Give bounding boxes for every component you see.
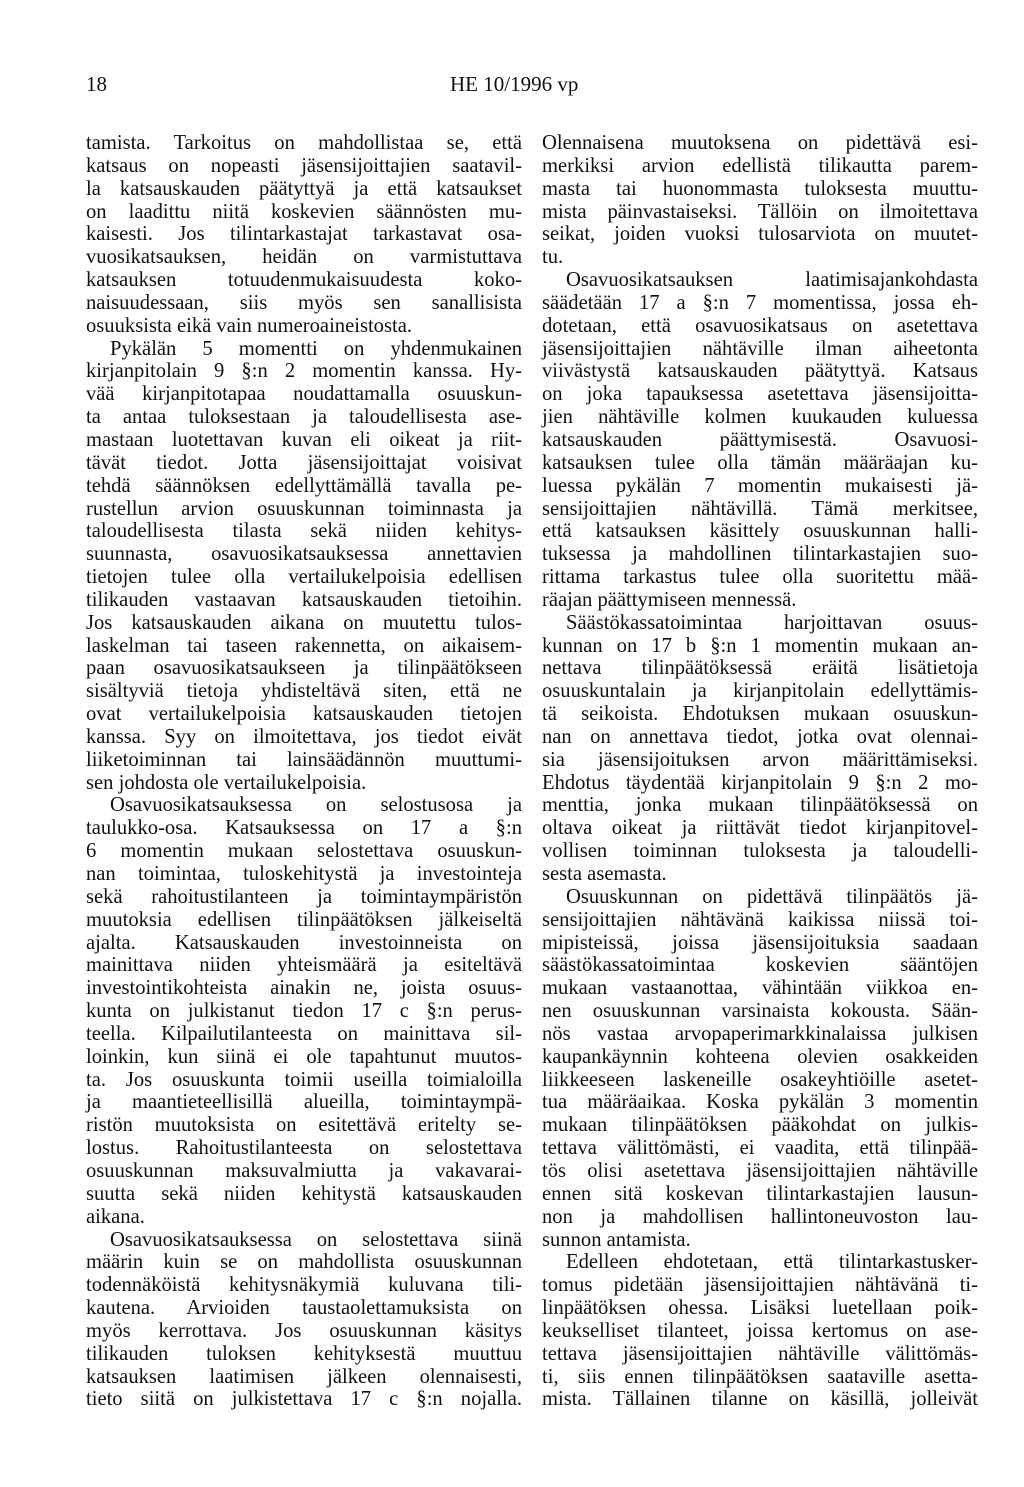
text-line: naisuudessaan, siis myös sen sanallisista xyxy=(86,291,522,314)
text-line: sen johdosta ole vertailukelpoisia. xyxy=(86,771,367,794)
text-line: la katsauskauden päätyttyä ja että katsaukset xyxy=(86,177,522,200)
text-line: kunta on julkistanut tiedon 17 c §:n perus- xyxy=(86,1000,522,1023)
text-line: katsauksen tulee olla tämän määräajan ku- xyxy=(542,451,978,474)
document-id: HE 10/1996 vp xyxy=(450,72,579,96)
text-line: sesta asemasta. xyxy=(542,863,667,885)
text-line: katsauksen laatimisen jälkeen olennaisesti, xyxy=(86,1365,522,1388)
text-line: paan osavuosikatsaukseen ja tilinpäätökseen xyxy=(86,657,522,680)
text-line: mukaan vastaanottaa, vähintään viikkoa en- xyxy=(542,977,978,1000)
text-line: masta tai huonommasta tuloksesta muuttu- xyxy=(542,177,978,200)
text-line: vollisen toiminnan tuloksesta ja taloudelli- xyxy=(542,840,978,863)
text-line: tu. xyxy=(542,246,564,269)
text-line: kaupankäynnin kohteena olevien osakkeiden xyxy=(542,1045,978,1068)
text-line: tilikauden vastaavan katsauskauden tietoihin. xyxy=(86,588,522,611)
right-text-column xyxy=(542,132,978,1411)
text-line: säästökassatoimintaa koskevien sääntöjen xyxy=(542,954,978,977)
text-line: ristön muutoksista on esitettävä eritelty se- xyxy=(86,1114,522,1137)
text-line: myös kerrottava. Jos osuuskunnan käsitys xyxy=(86,1319,522,1342)
text-line: osuuskuntalain ja kirjanpitolain edellyttämis- xyxy=(542,680,978,703)
text-line: jäsensijoittajien nähtäville ilman aiheetonta xyxy=(542,337,978,360)
text-line: ta antaa tuloksestaan ja taloudellisesta ase- xyxy=(86,406,522,429)
text-line: tomus pidetään jäsensijoittajien nähtävänä ti- xyxy=(542,1274,978,1297)
text-line: Ehdotus täydentää kirjanpitolain 9 §:n 2 mo- xyxy=(542,771,978,794)
text-line: loinkin, kun siinä ei ole tapahtunut muutos- xyxy=(86,1045,522,1068)
text-line: seikat, joiden vuoksi tulosarviota on muutet- xyxy=(542,223,978,246)
text-line: säädetään 17 a §:n 7 momentissa, jossa eh- xyxy=(542,291,978,314)
text-line: tilikauden tuloksen kehityksestä muuttuu xyxy=(86,1342,522,1365)
text-line: tuksessa ja mahdollinen tilintarkastajien suo- xyxy=(542,543,978,566)
text-line: liikkeeseen laskeneille osakeyhtiöille asetet- xyxy=(542,1068,978,1091)
text-line: kanssa. Syy on ilmoitettava, jos tiedot eivät xyxy=(86,725,522,748)
text-line: suunnasta, osavuosikatsauksessa annettavien xyxy=(86,543,522,566)
text-line: mainittava niiden yhteismäärä ja esiteltävä xyxy=(86,954,522,977)
text-line: 6 momentin mukaan selostettava osuuskun- xyxy=(86,840,522,863)
text-line: vää kirjanpitotapaa noudattamalla osuuskun- xyxy=(86,383,522,406)
text-line: kunnan on 17 b §:n 1 momentin mukaan an- xyxy=(542,634,978,657)
text-line: katsaus on nopeasti jäsensijoittajien saatavil- xyxy=(86,154,522,177)
text-line: sisältyviä tietoja yhdisteltävä siten, että ne xyxy=(86,680,522,703)
text-line: mukaan tilinpäätöksen pääkohdat on julkis- xyxy=(542,1114,978,1137)
page-number: 18 xyxy=(86,72,107,96)
text-line: Osuuskunnan on pidettävä tilinpäätös jä- xyxy=(566,885,978,908)
text-line: ja maantieteellisillä alueilla, toimintaympä- xyxy=(86,1091,522,1114)
text-line: lostus. Rahoitustilanteesta on selostettava xyxy=(86,1137,522,1160)
page-header xyxy=(86,72,986,102)
text-line: aikana. xyxy=(86,1205,145,1228)
text-line: Osavuosikatsauksen laatimisajankohdasta xyxy=(566,269,978,292)
text-line: oltava oikeat ja riittävät tiedot kirjanpitovel- xyxy=(542,817,978,840)
text-line: mipisteissä, joissa jäsensijoituksia saadaan xyxy=(542,931,978,954)
text-line: kautena. Arvioiden taustaolettamuksista on xyxy=(86,1297,522,1320)
text-line: Osavuosikatsauksessa on selostusosa ja xyxy=(110,794,522,817)
text-line: teella. Kilpailutilanteesta on mainittava sil- xyxy=(86,1022,522,1045)
text-line: nettava tilinpäätöksessä eräitä lisätietoja xyxy=(542,657,978,680)
text-line: määrin kuin se on mahdollista osuuskunnan xyxy=(86,1251,522,1274)
text-line: muutoksia edellisen tilinpäätöksen jälkeiseltä xyxy=(86,908,522,931)
text-line: ta. Jos osuuskunta toimii useilla toimialoilla xyxy=(86,1068,522,1091)
text-line: katsauksen totuudenmukaisuudesta koko- xyxy=(86,269,522,292)
text-line: Osavuosikatsauksessa on selostettava siinä xyxy=(110,1228,522,1251)
text-line: viivästystä katsauskauden päätyttyä. Katsaus xyxy=(542,360,978,383)
text-line: tehdä säännöksen edellyttämällä tavalla pe- xyxy=(86,474,522,497)
text-line: vuosikatsauksen, heidän on varmistuttava xyxy=(86,246,522,269)
text-line: laskelman tai taseen rakennetta, on aikaisem- xyxy=(86,634,522,657)
text-line: merkiksi arvion edellistä tilikautta parem- xyxy=(542,154,978,177)
text-line: kirjanpitolain 9 §:n 2 momentin kanssa. Hy- xyxy=(86,360,522,383)
text-line: osuuskunnan maksuvalmiutta ja vakavarai- xyxy=(86,1159,522,1182)
text-line: tamista. Tarkoitus on mahdollistaa se, että xyxy=(86,132,522,154)
text-line: sensijoittajien nähtävillä. Tämä merkitsee, xyxy=(542,497,978,520)
text-line: Pykälän 5 momentti on yhdenmukainen xyxy=(110,337,522,360)
text-line: sunnon antamista. xyxy=(542,1228,691,1251)
text-line: Säästökassatoimintaa harjoittavan osuus- xyxy=(566,611,978,634)
text-line: osuuksista eikä vain numeroaineistosta. xyxy=(86,314,413,337)
text-line: sekä rahoitustilanteen ja toimintaympäristön xyxy=(86,885,522,908)
text-line: nen osuuskunnan varsinaista kokousta. Sään- xyxy=(542,1000,978,1023)
text-line: ajalta. Katsauskauden investoinneista on xyxy=(86,931,522,954)
text-line: rittama tarkastus tulee olla suoritettu mää- xyxy=(542,566,978,589)
text-line: nan toimintaa, tuloskehitystä ja investointeja xyxy=(86,863,522,885)
text-line: luessa pykälän 7 momentin mukaisesti jä- xyxy=(542,474,978,497)
text-line: tieto siitä on julkistettava 17 c §:n nojalla. xyxy=(86,1388,522,1411)
text-line: rustellun arvion osuuskunnan toiminnasta ja xyxy=(86,497,522,520)
text-line: tietojen tulee olla vertailukelpoisia edellisen xyxy=(86,566,522,589)
text-line: tettava välittömästi, ei vaadita, että tilinpää- xyxy=(542,1137,978,1160)
text-line: dotetaan, että osavuosikatsaus on asetettava xyxy=(542,314,978,337)
text-line: tettava jäsensijoittajien nähtäville välittömäs- xyxy=(542,1342,978,1365)
text-line: ti, siis ennen tilinpäätöksen saataville asetta- xyxy=(542,1365,978,1388)
text-line: tös olisi asetettava jäsensijoittajien nähtäville xyxy=(542,1159,978,1182)
text-line: taloudellisesta tilasta sekä niiden kehitys- xyxy=(86,520,522,543)
text-line: Jos katsauskauden aikana on muutettu tulos- xyxy=(86,611,522,634)
text-line: kaisesti. Jos tilintarkastajat tarkastavat osa- xyxy=(86,223,522,246)
text-line: Olennaisena muutoksena on pidettävä esi- xyxy=(542,132,978,154)
text-line: mista päinvastaiseksi. Tällöin on ilmoitettava xyxy=(542,200,978,223)
text-line: mista. Tällainen tilanne on käsillä, jolleivät xyxy=(542,1388,978,1411)
text-line: ennen sitä koskevan tilintarkastajien lausun- xyxy=(542,1182,978,1205)
text-line: nan on annettava tiedot, jotka ovat olennai- xyxy=(542,725,978,748)
text-line: räajan päättymiseen mennessä. xyxy=(542,588,797,611)
text-line: mastaan luotettavan kuvan eli oikeat ja riit- xyxy=(86,428,522,451)
text-line: liiketoiminnan tai lainsäädännön muuttumi- xyxy=(86,748,522,771)
text-line: sia jäsensijoituksen arvon määrittämiseksi. xyxy=(542,748,978,771)
text-line: tua määräaikaa. Koska pykälän 3 momentin xyxy=(542,1091,978,1114)
left-text-column xyxy=(86,132,522,1411)
text-line: katsauskauden päättymisestä. Osavuosi- xyxy=(542,428,978,451)
text-line: linpäätöksen ohessa. Lisäksi luetellaan poik- xyxy=(542,1297,978,1320)
text-line: non ja mahdollisen hallintoneuvoston lau- xyxy=(542,1205,978,1228)
text-line: Edelleen ehdotetaan, että tilintarkastusker- xyxy=(566,1251,978,1274)
text-line: tä seikoista. Ehdotuksen mukaan osuuskun- xyxy=(542,703,978,726)
text-line: sensijoittajien nähtävänä kaikissa niissä toi- xyxy=(542,908,978,931)
text-line: keukselliset tilanteet, joissa kertomus on ase- xyxy=(542,1319,978,1342)
text-line: tävät tiedot. Jotta jäsensijoittajat voisivat xyxy=(86,451,522,474)
text-line: todennäköistä kehitysnäkymiä kuluvana tili- xyxy=(86,1274,522,1297)
text-line: investointikohteista ainakin ne, joista osuus- xyxy=(86,977,522,1000)
text-line: nös vastaa arvopaperimarkkinalaissa julkisen xyxy=(542,1022,978,1045)
text-line: on laadittu niitä koskevien säännösten mu- xyxy=(86,200,522,223)
text-line: jien nähtäville kolmen kuukauden kuluessa xyxy=(542,406,978,429)
text-line: ovat vertailukelpoisia katsauskauden tietojen xyxy=(86,703,522,726)
text-line: että katsauksen käsittely osuuskunnan halli- xyxy=(542,520,978,543)
text-line: suutta sekä niiden kehitystä katsauskauden xyxy=(86,1182,522,1205)
text-line: on joka tapauksessa asetettava jäsensijoitta- xyxy=(542,383,978,406)
text-line: taulukko-osa. Katsauksessa on 17 a §:n xyxy=(86,817,522,840)
text-line: menttia, jonka mukaan tilinpäätöksessä on xyxy=(542,794,978,817)
